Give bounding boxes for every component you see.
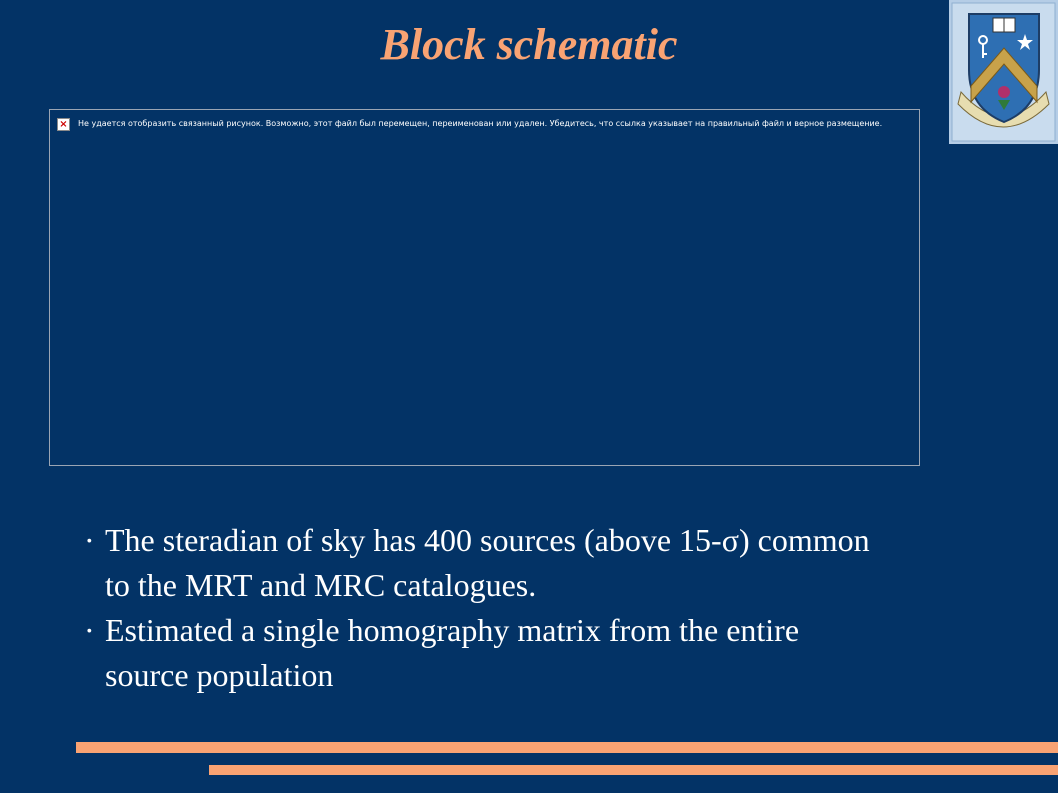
slide-title: Block schematic [380,20,678,69]
bullet-marker: · [84,522,95,558]
decorative-bar-top [76,742,1058,753]
broken-image-icon: × [57,118,70,131]
bullet-text: Estimated a single homography matrix from the entire source population [105,612,800,693]
bullet-marker: · [84,612,95,648]
bullet-list [84,518,884,698]
bullet-item [84,608,884,698]
decorative-bar-bottom [209,765,1058,775]
broken-image-message: Не удается отобразить связанный рисунок. Возможно, этот файл был перемещен, переименован или удален. Убедитесь, что ссылка указывает на правильный файл и верное размещение. [78,119,883,128]
bullet-text: The steradian of sky has 400 sources (above 15-σ) common to the MRT and MRC catalogues. [105,522,870,603]
university-crest-icon [949,0,1058,144]
broken-image-placeholder [49,109,920,466]
bullet-item [84,518,884,608]
